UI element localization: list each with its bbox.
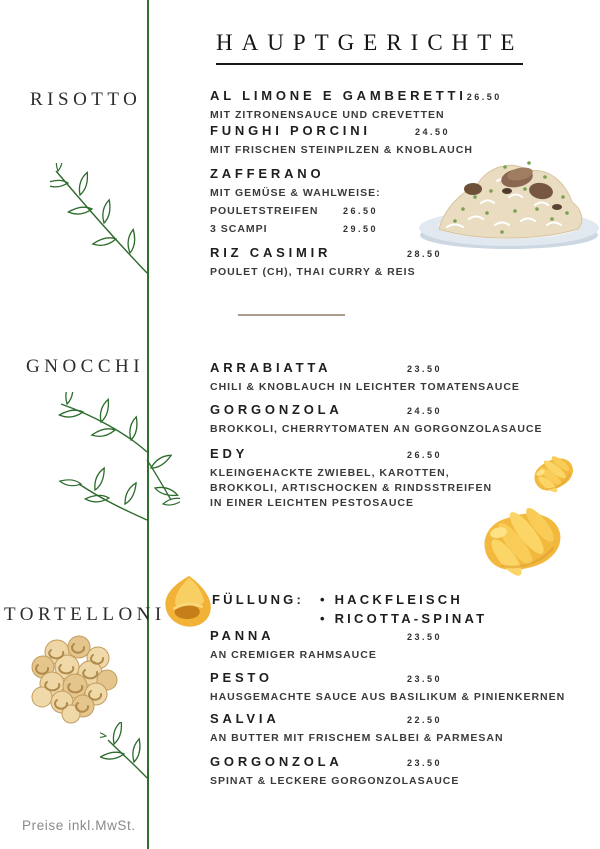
tortellino-illustration	[162, 573, 216, 631]
dish-desc: AN CREMIGER RAHMSAUCE	[210, 649, 377, 661]
dish-price: 24.50	[407, 406, 443, 416]
dish-name: RIZ CASIMIR	[210, 245, 332, 260]
branch-sketch-icon	[55, 392, 180, 537]
tortelloni-cluster-illustration	[27, 634, 119, 724]
dish-desc: MIT GEMÜSE & WAHLWEISE:	[210, 187, 381, 199]
filling-option: • HACKFLEISCH	[320, 592, 463, 607]
dish-desc: AN BUTTER MIT FRISCHEM SALBEI & PARMESAN	[210, 732, 504, 744]
dish-name: ZAFFERANO	[210, 166, 325, 181]
dish-price: 23.50	[407, 674, 443, 684]
dish-gorgonzola-gnocchi	[210, 402, 592, 437]
dish-name: GORGONZOLA	[210, 402, 343, 417]
dish-salvia	[210, 711, 592, 746]
dish-desc: HAUSGEMACHTE SAUCE AUS BASILIKUM & PINIENKERNEN	[210, 691, 566, 703]
dish-desc: BROKKOLI, ARTISCHOCKEN & RINDSSTREIFEN	[210, 482, 493, 494]
dish-name: ARRABIATTA	[210, 360, 332, 375]
section-label-gnocchi: GNOCCHI	[26, 356, 145, 377]
dish-price: 22.50	[407, 715, 443, 725]
dish-arrabiatta	[210, 360, 592, 395]
dish-name: EDY	[210, 446, 249, 461]
dish-price: 26.50	[466, 92, 502, 102]
dish-name: FUNGHI PORCINI	[210, 123, 371, 138]
dish-gorgonzola-tortelloni	[210, 754, 592, 789]
branch-sketch-icon	[100, 722, 155, 780]
section-label-risotto: RISOTTO	[30, 89, 142, 110]
dish-name: GORGONZOLA	[210, 754, 343, 769]
filling-label: FÜLLUNG:	[212, 592, 305, 607]
dish-al-limone	[210, 88, 592, 123]
section-label-tortelloni: TORTELLONI	[4, 604, 166, 625]
dish-desc: IN EINER LEICHTEN PESTOSAUCE	[210, 497, 414, 509]
dish-price: 28.50	[407, 249, 443, 259]
dish-price: 24.50	[415, 127, 451, 137]
option-price: 26.50	[343, 206, 379, 216]
dish-desc: KLEINGEHACKTE ZWIEBEL, KAROTTEN,	[210, 467, 450, 479]
footer-note: Preise inkl.MwSt.	[22, 818, 136, 833]
dish-name: PESTO	[210, 670, 273, 685]
dish-desc: SPINAT & LECKERE GORGONZOLASAUCE	[210, 775, 460, 787]
dish-pesto	[210, 670, 592, 705]
filling-option: • RICOTTA-SPINAT	[320, 611, 488, 626]
gnocchi-illustration	[472, 499, 571, 584]
option-name: POULETSTREIFEN	[210, 205, 319, 217]
section-divider	[238, 314, 345, 316]
option-price: 29.50	[343, 224, 379, 234]
dish-desc: BROKKOLI, CHERRYTOMATEN AN GORGONZOLASAUCE	[210, 423, 543, 435]
branch-sketch-icon	[50, 163, 150, 275]
dish-desc: MIT FRISCHEN STEINPILZEN & KNOBLAUCH	[210, 144, 473, 156]
dish-name: PANNA	[210, 628, 275, 643]
dish-panna	[210, 628, 592, 663]
dish-price: 23.50	[407, 758, 443, 768]
dish-desc: POULET (CH), THAI CURRY & REIS	[210, 266, 416, 278]
dish-desc: MIT ZITRONENSAUCE UND CREVETTEN	[210, 109, 445, 121]
dish-price: 26.50	[407, 450, 443, 460]
dish-price: 23.50	[407, 632, 443, 642]
dish-price: 23.50	[407, 364, 443, 374]
filling-row	[212, 590, 487, 628]
option-name: 3 SCAMPI	[210, 223, 268, 235]
risotto-plate-illustration	[417, 147, 600, 252]
dish-name: AL LIMONE E GAMBERETTI	[210, 88, 467, 103]
dish-desc: CHILI & KNOBLAUCH IN LEICHTER TOMATENSAUCE	[210, 381, 520, 393]
page-title: HAUPTGERICHTE	[216, 30, 523, 65]
dish-name: SALVIA	[210, 711, 280, 726]
